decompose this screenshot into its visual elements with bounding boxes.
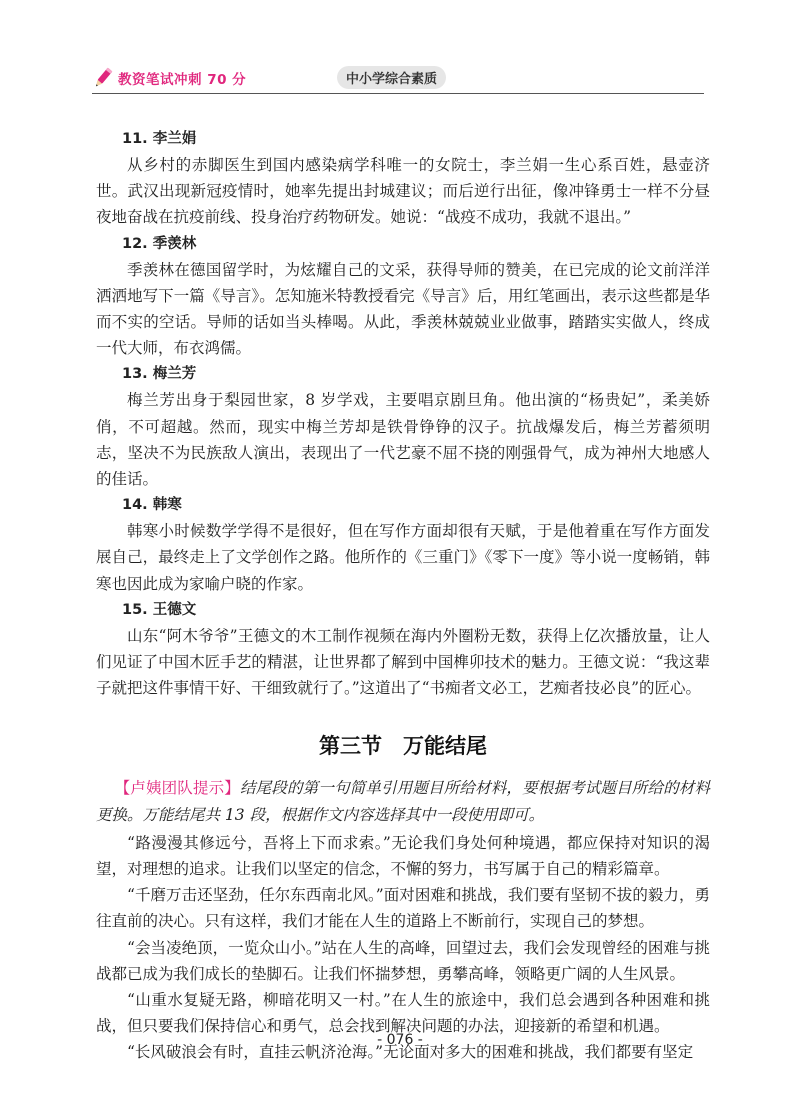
page-number: - 076 -: [377, 1032, 423, 1048]
list-item: [96, 492, 710, 597]
list-item: [96, 126, 710, 231]
ending-paragraph: “长风破浪会有时，直挂云帆济沧海。”无论面对多大的困难和挑战，我们都要有坚定: [127, 1043, 694, 1062]
list-item: [96, 597, 710, 702]
subject-tag: 中小学综合素质: [337, 66, 446, 89]
ending-paragraph: “路漫漫其修远兮，吾将上下而求索。”无论我们身处何种境遇，都应保持对知识的渴望，对理想的追求。让我们以坚定的信念，不懈的努力，书写属于自己的精彩篇章。: [96, 833, 710, 879]
item-body: 季羡林在德国留学时，为炫耀自己的文采，获得导师的赞美，在已完成的论文前洋洋洒洒地写下一篇《导言》。怎知施米特教授看完《导言》后，用红笔画出，表示这些都是华而不实的空话。导师的话如当头棒喝。从此，季羡林兢兢业业做事，踏踏实实做人，终成一代大师，布衣鸿儒。: [96, 260, 710, 358]
ending-paragraph: “千磨万击还坚劲，任尔东西南北风。”面对困难和挑战，我们要有坚韧不拔的毅力，勇往直前的决心。只有这样，我们才能在人生的道路上不断前行，实现自己的梦想。: [96, 886, 710, 931]
list-item: [96, 361, 710, 492]
item-body: 从乡村的赤脚医生到国内感染病学科唯一的女院士，李兰娟一生心系百姓，悬壶济世。武汉出现新冠疫情时，她率先提出封城建议；而后逆行出征，像冲锋勇士一样不分昼夜地奋战在抗疫前线、投身治疗药物研发。她说：“战疫不成功，我就不退出。”: [96, 156, 710, 227]
item-body: 山东“阿木爷爷”王德文的木工制作视频在海内外圈粉无数，获得上亿次播放量，让人们见证了中国木匠手艺的精湛，让世界都了解到中国榫卯技术的魅力。王德文说：“我这辈子就把这件事情干好、干细致就行了。”这道出了“书痴者文必工，艺痴者技必良”的匠心。: [96, 626, 710, 698]
item-body: 韩寒小时候数学学得不是很好，但在写作方面却很有天赋，于是他着重在写作方面发展自己，最终走上了文学创作之路。他所作的《三重门》《零下一度》等小说一度畅销，韩寒也因此成为家喻户晓的作家。: [96, 522, 710, 593]
item-title: 13. 梅兰芳: [122, 366, 197, 383]
team-tip: [96, 775, 710, 827]
item-title: 14. 韩寒: [122, 497, 182, 514]
section-heading: 第三节 万能结尾: [319, 734, 487, 759]
item-title: 15. 王德文: [122, 601, 197, 618]
ending-paragraph: “会当凌绝顶，一览众山小。”站在人生的高峰，回望过去，我们会发现曾经的困难与挑战都已成为我们成长的垫脚石。让我们怀揣梦想，勇攀高峰，领略更广阔的人生风景。: [96, 938, 710, 983]
header-divider: [92, 93, 704, 94]
pencil-icon: [92, 66, 114, 90]
running-header: [92, 66, 704, 92]
series-title: 教资笔试冲刺 70 分: [118, 72, 247, 88]
list-item: [96, 231, 710, 362]
item-body: 梅兰芳出身于梨园世家，8 岁学戏，主要唱京剧旦角。他出演的“杨贵妃”，柔美娇俏，不可超越。然而，现实中梅兰芳却是铁骨铮铮的汉子。抗战爆发后，梅兰芳蓄须明志，坚决不为民族敌人演出，表现出了一代艺豪不屈不挠的刚强骨气，成为神州大地感人的佳话。: [96, 391, 710, 489]
item-title: 12. 季羡林: [122, 235, 197, 252]
ending-paragraph: “山重水复疑无路，柳暗花明又一村。”在人生的旅途中，我们总会遇到各种困难和挑战，但只要我们保持信心和勇气，总会找到解决问题的办法，迎接新的希望和机遇。: [96, 991, 710, 1036]
tip-text: 结尾段的第一句简单引用题目所给材料，要根据考试题目所给的材料更换。万能结尾共 13 段，根据作文内容选择其中一段使用即可。: [96, 779, 710, 824]
page-content: [96, 126, 710, 1066]
item-title: 11. 李兰娟: [122, 131, 197, 147]
tip-label: 【卢姨团队提示】: [114, 779, 240, 798]
